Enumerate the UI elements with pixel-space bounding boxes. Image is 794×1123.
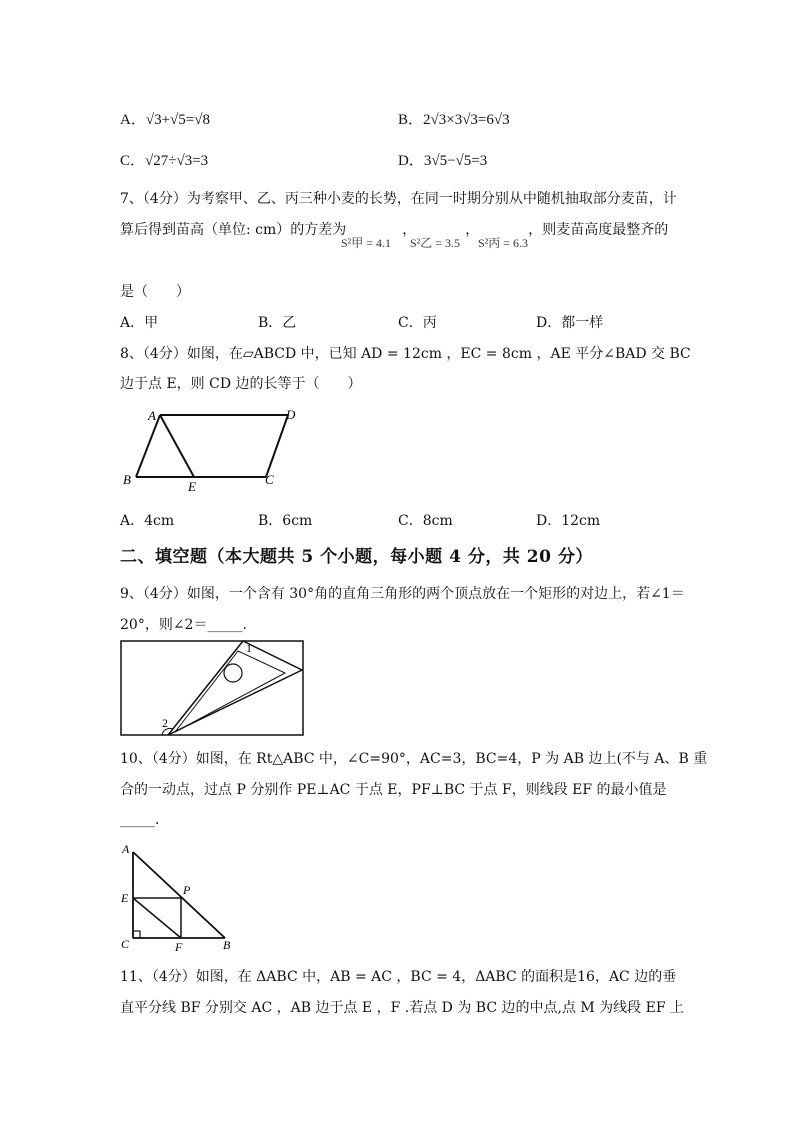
- q8-label-b: B: [123, 472, 131, 487]
- q11-text-line2: 直平分线 BF 分别交 AC ，AB 边于点 E ，F .若点 D 为 BC 边的中点,点 M 为线段 EF 上: [120, 1000, 685, 1016]
- q10-label-c: C: [121, 937, 130, 951]
- q9-angle-label-1: 1: [246, 641, 252, 655]
- q8-text-line1: 8、（4分）如图，在▱ABCD 中，已知 AD = 12cm ，EC = 8cm ，AE 平分∠BAD 交 BC: [120, 346, 691, 362]
- q7-text-line3: 是（ ）: [120, 284, 190, 300]
- section-title-fill-in: 二、填空题（本大题共 5 个小题，每小题 4 分，共 20 分）: [120, 547, 593, 567]
- q7-variance-bing: S²丙 = 6.3: [478, 236, 529, 250]
- q10-label-b: B: [223, 938, 231, 952]
- q10-label-e: E: [121, 891, 129, 905]
- q7-text-line2: 算后得到苗高（单位: cm）的方差为 ， ， ，则麦苗高度最整齐的: [120, 222, 669, 238]
- q8-option-c: C．8cm: [398, 513, 453, 529]
- q8-text-line2: 边于点 E，则 CD 边的长等于（ ）: [120, 376, 362, 392]
- q10-label-f: F: [175, 940, 183, 954]
- q7-option-c: C．丙: [398, 315, 437, 331]
- q7-option-d: D．都一样: [536, 315, 604, 331]
- q9-angle-label-2: 2: [162, 716, 168, 730]
- q9-text-line1: 9、（4分）如图，一个含有 30°角的直角三角形的两个顶点放在一个矩形的对边上，若∠1＝: [120, 586, 685, 602]
- q8-option-a: A．4cm: [120, 513, 175, 529]
- q8-parallelogram-figure: [118, 402, 308, 494]
- q6-option-a: A．√3+√5=√8: [120, 112, 210, 128]
- q10-label-a: A: [122, 842, 130, 856]
- q8-option-d: D．12cm: [536, 513, 601, 529]
- q7-variance-yi: S²乙 = 3.5: [410, 236, 461, 250]
- q9-rectangle-triangle-figure: [118, 638, 306, 740]
- q7-text-line1: 7、（4分）为考察甲、乙、丙三种小麦的长势，在同一时期分别从中随机抽取部分麦苗，计: [120, 191, 677, 207]
- q6-option-d: D．3√5−√5=3: [398, 153, 488, 169]
- q10-text-line1: 10、（4分）如图，在 Rt△ABC 中，∠C=90°，AC=3，BC=4，P 为 AB 边上(不与 A、B 重: [120, 751, 708, 767]
- q7-variance-jia: S²甲 = 4.1: [341, 236, 392, 250]
- q10-right-triangle-figure: [116, 838, 238, 956]
- q7-option-b: B．乙: [258, 315, 297, 331]
- q8-label-a: A: [148, 408, 156, 423]
- q7-option-a: A．甲: [120, 315, 159, 331]
- q10-text-line2: 合的一动点，过点 P 分别作 PE⊥AC 于点 E，PF⊥BC 于点 F，则线段 EF 的最小值是: [120, 782, 667, 798]
- q8-label-c: C: [265, 472, 274, 487]
- q10-label-p: P: [183, 883, 191, 897]
- q10-text-line3: _____.: [120, 812, 160, 828]
- q6-option-c: C．√27÷√3=3: [120, 153, 209, 169]
- q8-label-d: D: [286, 407, 296, 422]
- q6-option-b: B．2√3×3√3=6√3: [398, 112, 510, 128]
- q8-label-e: E: [188, 479, 196, 494]
- q11-text-line1: 11、（4分）如图，在 ΔABC 中，AB = AC ，BC = 4，ΔABC 的面积是16，AC 边的垂: [120, 969, 677, 985]
- q8-option-b: B．6cm: [258, 513, 313, 529]
- q9-text-line2: 20°，则∠2＝_____.: [120, 617, 247, 633]
